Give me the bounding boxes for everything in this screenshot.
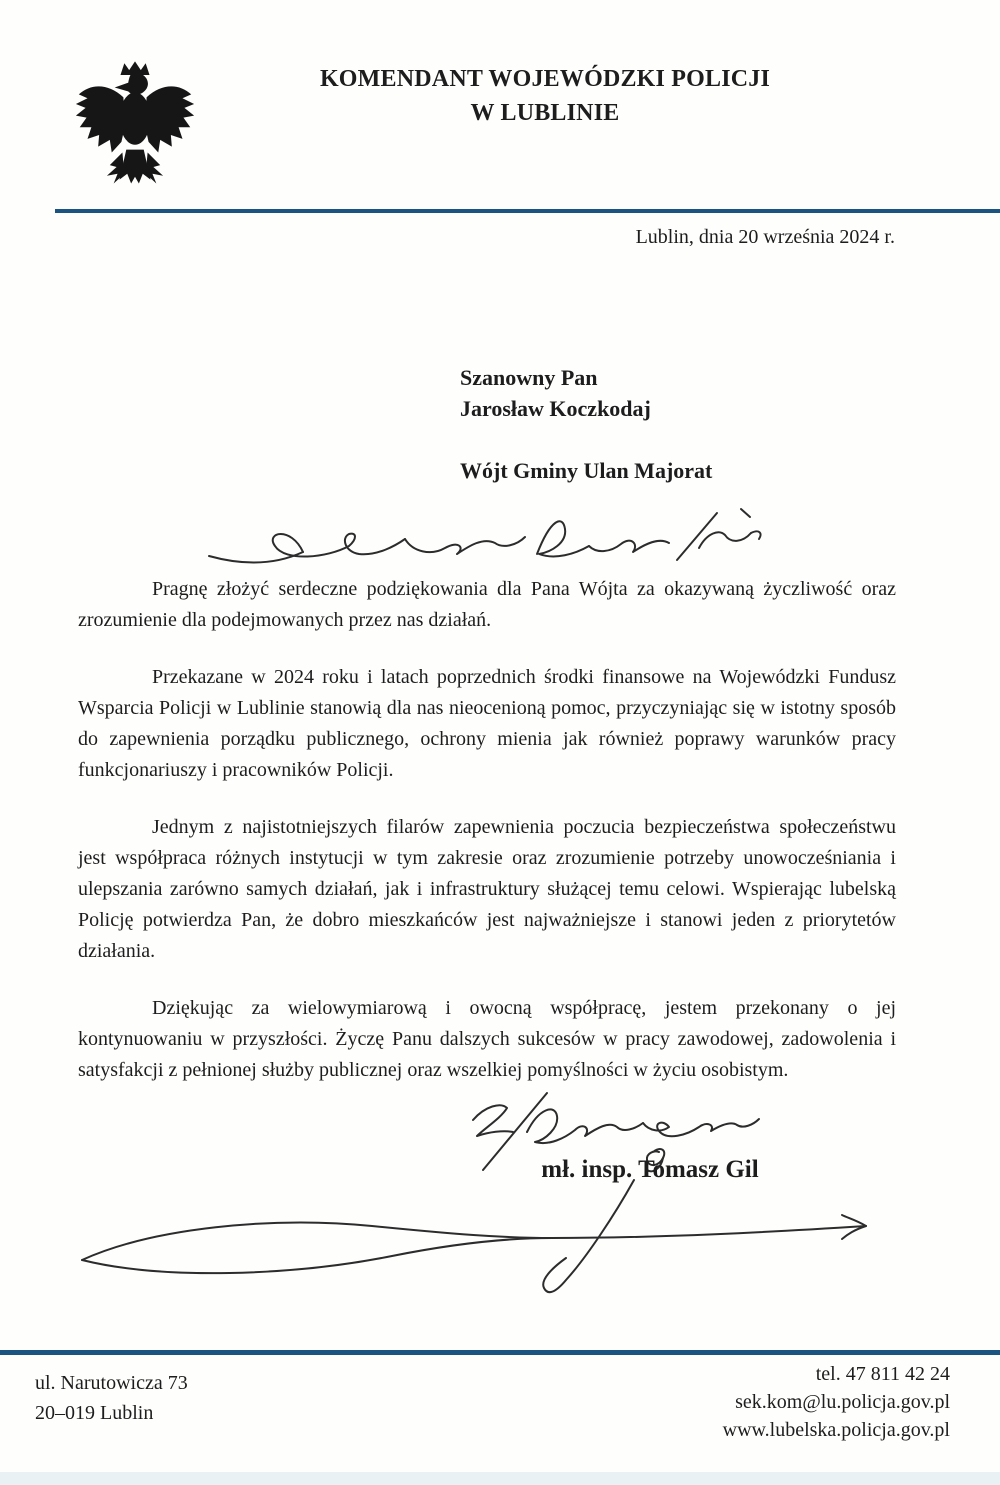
footer-address-line1: ul. Narutowicza 73 (35, 1372, 188, 1394)
footer-email: sek.kom@lu.policja.gov.pl (735, 1391, 950, 1413)
recipient-position: Wójt Gminy Ulan Majorat (460, 458, 713, 483)
polish-eagle-emblem (72, 56, 198, 216)
recipient-block (460, 362, 712, 486)
footer-address (35, 1368, 188, 1428)
recipient-name: Jarosław Koczkodaj (460, 396, 651, 421)
footer-address-line2: 20–019 Lublin (35, 1402, 154, 1424)
signatory-name: mł. insp. Tomasz Gil (541, 1156, 759, 1183)
letterhead-title-line1: KOMENDANT WOJEWÓDZKI POLICJI (319, 66, 771, 92)
footer-contact (723, 1360, 950, 1444)
recipient-salutation: Szanowny Pan (460, 365, 598, 390)
handwritten-greeting (205, 506, 765, 581)
footer-website: www.lubelska.policja.gov.pl (722, 1419, 950, 1441)
header-rule (55, 209, 1000, 213)
body-paragraph: Jednym z najistotniejszych filarów zapewnienia poczucia bezpieczeństwa społeczeństwu jest współpraca różnych instytucji w tym zakresie oraz zrozumienie potrzeby unowocześniania i ulepszania zarówno samych działań, jak i infrastruktury służącej temu celowi. Wspierając lubelską Policję potwierdza Pan, że dobro mieszkańców jest najważniejsze i stanowi jeden z priorytetów działania. (78, 816, 896, 962)
letter-body (78, 574, 896, 1112)
letterhead-title (240, 62, 850, 130)
body-paragraph: Dziękując za wielowymiarową i owocną współpracę, jestem przekonany o jej kontynuowaniu w przyszłości. Życzę Panu dalszych sukcesów w pracy zawodowej, zadowolenia i satysfakcji z pełnionej służby publicznej oraz wszelkiej pomyślności w życiu osobistym. (78, 997, 896, 1081)
body-paragraph: Pragnę złożyć serdeczne podziękowania dla Pana Wójta za okazywaną życzliwość oraz zrozumienie dla podejmowanych przez nas działań. (78, 578, 896, 631)
body-paragraph: Przekazane w 2024 roku i latach poprzednich środki finansowe na Wojewódzki Fundusz Wsparcia Policji w Lublinie stanowią dla nas nieocenioną pomoc, przyczyniając się w istotny sposób do zapewnienia porządku publicznego, ochrony mienia jak również poprawy warunków pracy funkcjonariuszy i pracowników Policji. (78, 666, 896, 781)
footer-phone: tel. 47 811 42 24 (815, 1363, 950, 1385)
scan-edge-artifact (0, 1472, 1000, 1485)
footer-rule (0, 1350, 1000, 1355)
signature-flourish (72, 1178, 888, 1300)
letterhead-title-line2: W LUBLINIE (470, 100, 620, 126)
dateline: Lublin, dnia 20 września 2024 r. (635, 226, 895, 248)
